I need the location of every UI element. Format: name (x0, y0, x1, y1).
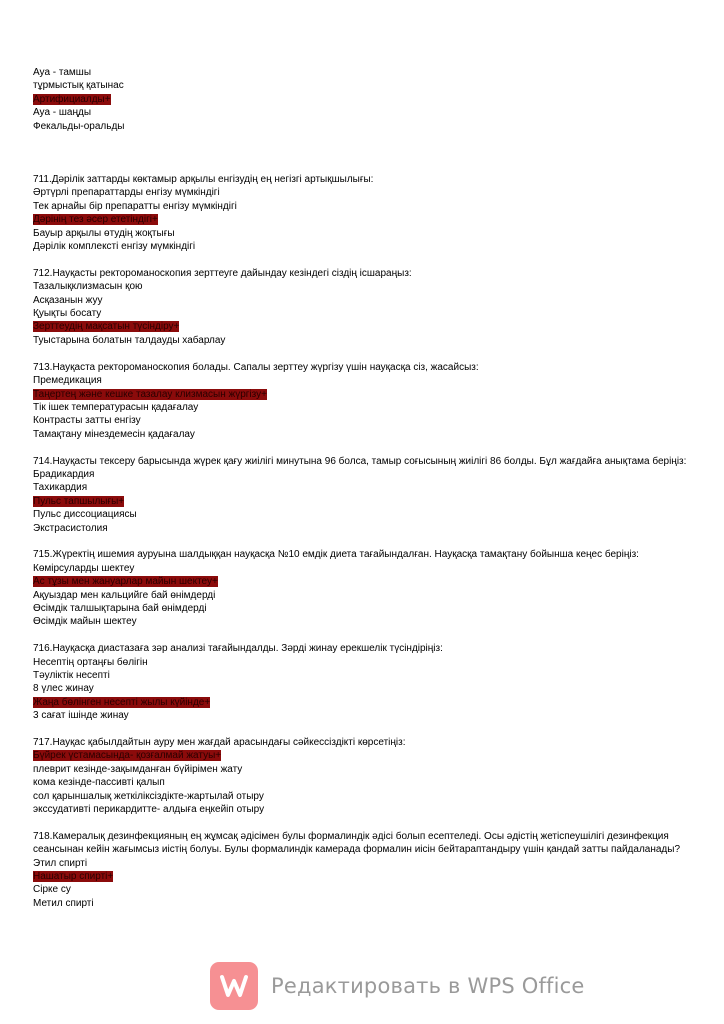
answer-option: экссудативті перикардитте- алдыға еңкейіп отыру (33, 804, 265, 816)
answer-option: Тек арнайы бір препаратты енгізу мүмкіндігі (33, 200, 237, 212)
answer-line (33, 468, 693, 481)
answer-option: Әртүрлі препараттарды енгізу мүмкіндігі (33, 187, 220, 199)
spacer (33, 535, 693, 548)
spacer (33, 347, 693, 360)
answer-line (33, 374, 693, 387)
answer-line (33, 307, 693, 320)
answer-line (33, 186, 693, 199)
answer-line (33, 320, 693, 333)
answer-option: Ақуыздар мен кальцийге бай өнімдерді (33, 589, 216, 601)
answer-line (33, 803, 693, 816)
spacer (33, 723, 693, 736)
question-text: 717.Науқас қабылдайтын ауру мен жағдай арасындағы сәйкессіздікті көрсетіңіз: (33, 737, 406, 748)
answer-option: тұрмыстық қатынас (33, 80, 124, 92)
correct-answer-option: Ас тұзы мен жануарлар майын шектеу+ (33, 576, 218, 588)
question-text: 718.Камералық дезинфекцияның ең жұмсақ әдісімен булы формалиндік әдісі болып есептеледі. Осы әдістің жетіспеушілігі дезинфекция сеансынан кейін жағымсыз иістің болуы. Булы формалиндік камерада формалин иісін бейтараптандыру үшін қандай затты пайдаланады? (33, 830, 681, 856)
question-block (33, 173, 693, 253)
answer-line (33, 562, 693, 575)
answer-line (33, 120, 693, 133)
spacer (33, 629, 693, 642)
answer-line (33, 602, 693, 615)
answer-line (33, 388, 693, 401)
answer-line (33, 669, 693, 682)
question-text: 715.Жүректің ишемия ауруына шалдыққан науқасқа №10 емдік диета тағайындалған. Науқасқа тамақтану бойынша кеңес беріңіз: (33, 549, 639, 561)
question-text: 713.Науқаста ректороманоскопия болады. Сапалы зерттеу жүргізу үшін науқасқа сіз, жасайсыз: (33, 361, 479, 373)
spacer (33, 133, 693, 173)
answer-line (33, 93, 693, 106)
correct-answer-option: Дәрінің тез әсер ететіндігі+ (33, 214, 158, 226)
answer-option: Тахикардия (33, 482, 88, 494)
answer-line (33, 749, 693, 762)
answer-line (33, 522, 693, 535)
answer-option: Тік ішек температурасын қадағалау (33, 401, 199, 413)
answer-line (33, 240, 693, 253)
answer-option: Контрасты затты енгізу (33, 415, 141, 427)
correct-answer-option: Нашатыр спирті+ (33, 871, 114, 883)
answer-option: Қуықты босату (33, 308, 102, 320)
correct-answer-option: Жаңа бөлінген несепті жылы күйінде+ (33, 696, 211, 708)
answer-line (33, 66, 693, 79)
question-block (33, 736, 693, 816)
answer-option: Ауа - тамшы (33, 67, 92, 78)
answer-option: сол қарыншалық жеткіліксіздікте-жартылай отыру (33, 790, 264, 802)
wps-w-logo-icon (210, 962, 258, 1010)
question-block (33, 830, 693, 910)
answer-line (33, 696, 693, 709)
answer-option: 8 үлес жинау (33, 683, 94, 695)
question-text: 711.Дәрілік заттарды көктамыр арқылы енгізудің ең негізгі артықшылығы: (33, 174, 374, 186)
answer-option: Пульс диссоциациясы (33, 509, 137, 521)
answer-line (33, 790, 693, 803)
answer-line (33, 414, 693, 427)
answer-option: Асқазанын жуу (33, 294, 103, 306)
answer-line (33, 615, 693, 628)
answer-line (33, 227, 693, 240)
answer-option: Дәрілік комплексті енгізу мүмкіндігі (33, 241, 196, 253)
answer-line (33, 334, 693, 347)
answer-line (33, 213, 693, 226)
answer-option: Экстрасистолия (33, 522, 108, 534)
answer-option: плеврит кезінде-зақымданған бүйірімен жату (33, 763, 243, 775)
answer-option: 3 сағат ішінде жинау (33, 710, 129, 722)
answer-line (33, 401, 693, 414)
answer-line (33, 857, 693, 870)
answer-option: Туыстарына болатын талдауды хабарлау (33, 334, 226, 346)
correct-answer-option: Пульс тапшылығы+ (33, 495, 125, 507)
answer-line (33, 495, 693, 508)
answer-option: Метил спирті (33, 897, 94, 909)
answer-line (33, 280, 693, 293)
answer-option: Өсімдік майын шектеу (33, 616, 137, 628)
question-block (33, 548, 693, 628)
answer-option: Брадикардия (33, 468, 95, 480)
answer-line (33, 709, 693, 722)
correct-answer-option: Бүйрек үстамасында- қозғалмай жатуы+ (33, 750, 222, 762)
question-text: 714.Науқасты тексеру барысында жүрек қағу жиілігі минутына 96 болса, тамыр соғысының жиілігі 86 болды. Бұл жағдайға анықтама беріңіз: (33, 455, 687, 467)
answer-option: Ауа - шаңды (33, 107, 92, 119)
correct-answer-option: Зерттеудің мақсатын түсіндіру+ (33, 321, 180, 333)
answer-option: Өсімдік талшықтарына бай өнімдерді (33, 602, 207, 614)
answer-line (33, 79, 693, 92)
answer-line (33, 200, 693, 213)
answer-line (33, 897, 693, 910)
question-list (33, 173, 693, 910)
answer-option: Премедикация (33, 375, 102, 387)
answer-line (33, 883, 693, 896)
answer-line (33, 575, 693, 588)
answer-line (33, 656, 693, 669)
question-block (33, 361, 693, 441)
wps-edit-banner[interactable] (210, 962, 585, 1010)
answer-line (33, 294, 693, 307)
correct-answer-option: Артифициалды+ (33, 93, 111, 105)
question-block (33, 455, 693, 535)
answer-option: Несептің ортаңғы бөлігін (33, 656, 148, 668)
wps-edit-label[interactable]: Редактировать в WPS Office (271, 974, 585, 998)
answer-option: Этил спирті (33, 857, 88, 869)
answer-line (33, 428, 693, 441)
answer-line (33, 589, 693, 602)
question-block (33, 267, 693, 347)
question-text: 716.Науқасқа диастазаға зәр анализі тағайындалды. Зәрді жинау ерекшелік түсіндіріңіз: (33, 643, 443, 655)
spacer (33, 253, 693, 266)
spacer (33, 816, 693, 829)
document-page (33, 66, 693, 910)
answer-option: кома кезінде-пассивті қалып (33, 777, 165, 789)
answer-line (33, 682, 693, 695)
spacer (33, 441, 693, 454)
answer-option: Көмірсуларды шектеу (33, 562, 135, 574)
answer-option: Тәуліктік несепті (33, 669, 110, 681)
answer-line (33, 776, 693, 789)
answer-option: Сірке су (33, 884, 71, 896)
answer-line (33, 481, 693, 494)
question-text: 712.Науқасты ректороманоскопия зерттеуге дайындау кезіндегі сіздің ісшараңыз: (33, 267, 412, 279)
answer-line (33, 106, 693, 119)
question-block (33, 642, 693, 722)
answer-option: Фекальды-оральды (33, 120, 125, 132)
intro-answer-list (33, 66, 693, 133)
answer-option: Тазалықклизмасын қою (33, 281, 143, 293)
answer-line (33, 508, 693, 521)
answer-line (33, 870, 693, 883)
answer-option: Тамақтану мінездемесін қадағалау (33, 428, 195, 440)
correct-answer-option: Таңертең және кешке тазалау клизмасын жүргізу+ (33, 388, 267, 400)
answer-line (33, 763, 693, 776)
answer-option: Бауыр арқылы өтудің жоқтығы (33, 227, 175, 239)
